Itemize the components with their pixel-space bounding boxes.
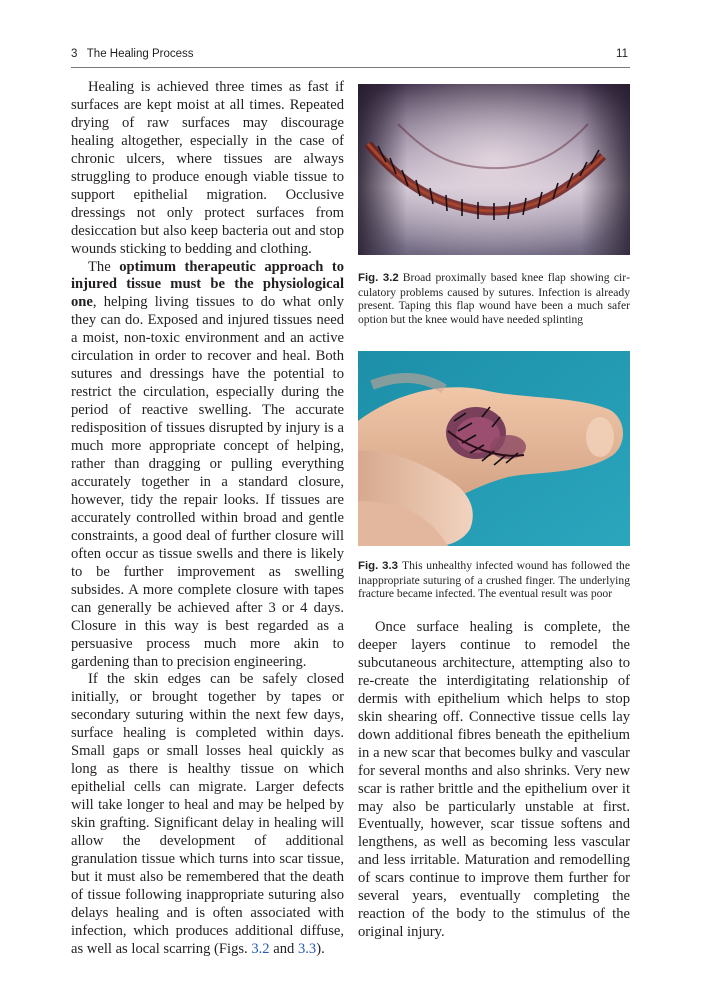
figure-ref-3-3[interactable]: 3.3 [297, 940, 317, 957]
right-column [358, 619, 630, 942]
figure-3-3-label: Fig. 3.3 [358, 560, 399, 572]
p3-and: and [269, 940, 298, 957]
p3-main: If the skin edges can be safely closed initially, or brought together by tapes or secondary suturing within the next few days, surface healing is completed within days. Small gaps or small losses heal quickly as long as there is healthy tissue on which epithelial cells can migrate. Larger defects will take longer to heal and may be helped by skin grafting. Significant delay in healing will allow the development of additional granulation tissue which turns into scar tissue, but it must also be remembered that the death of tissue following inappropriate suturing also delays healing and is often associated with infection, which produces additional diffuse, as well as local scarring (Figs. [71, 671, 344, 957]
figure-3-3-text: This unhealthy infected wound has followed the inappropriate suturing of a crushed finger. The underlying fracture became infected. The eventual result was poor [358, 559, 631, 601]
figure-3-2-label: Fig. 3.2 [358, 272, 399, 284]
page-number: 11 [616, 48, 628, 60]
chapter-title: 3 The Healing Process [71, 48, 194, 60]
figure-3-2 [358, 84, 630, 327]
paragraph-skin-closure [71, 671, 344, 958]
figure-ref-3-2[interactable]: 3.2 [251, 940, 270, 957]
p3-close: ). [316, 940, 325, 957]
finger-wound-photo [358, 351, 630, 546]
paragraph-scar-remodelling: Once surface healing is complete, the deeper layers continue to remodel the subcutaneous architecture, attempting also to re-create the interdigitating relationship of dermis with epithelium which helps to stop skin shearing off. Connective tissue cells lay down additional fibres beneath the epithelium in a new scar that becomes bulky and vascular for several months and also shrinks. Very new scar is rather brittle and the epithelium over it may also be particularly unstable at first. Eventually, however, scar tissue softens and lengthens, as well as becoming less vascular and less irritable. Maturation and remodelling of scars continue to improve them further for several years, eventually completing the reaction of the body to the stimulus of the original injury. [358, 619, 630, 941]
figure-3-2-text: Broad proximally based knee flap showing circulatory problems caused by sutures. Infection is already present. Taping this flap wound have been a much safer option but the knee would have needed splinting [358, 271, 630, 327]
figure-3-3-caption [358, 559, 630, 601]
p2-emphasis: optimum therapeutic approach to injured tissue must be the physiological one [71, 258, 345, 311]
paragraph-physiological-approach [71, 259, 344, 672]
p2-lead: The [88, 258, 120, 275]
header-rule [71, 67, 630, 68]
left-column [71, 79, 344, 959]
figure-3-2-caption [358, 271, 630, 327]
running-header [71, 48, 630, 68]
figure-3-3 [358, 351, 630, 601]
knee-flap-photo [358, 84, 630, 255]
paragraph-moist-healing: Healing is achieved three times as fast if surfaces are kept moist at all times. Repeated drying of raw surfaces may discourage healing altogether, especially in the case of chronic ulcers, where tissues are always struggling to produce enough viable tissue to support epithelial migration. Occlusive dressings not only protect surfaces from desiccation but also keep bacteria out and stop wounds sticking to bedding and clothing. [71, 79, 344, 257]
p2-rest: , helping living tissues to do what only they can do. Exposed and injured tissues need a moist, non-toxic environment and an active circulation in order to recover and heal. Both sutures and dressings have the potential to restrict the circulation, especially during the period of reactive swelling. The accurate redisposition of tissues disrupted by injury is a much more appropriate concept of helping, rather than dragging or pulling everything accurately together in a standard closure, however, tidy the repair looks. If tissues are accurately controlled within broad and gentle constraints, a good deal of further closure will often occur as tissue swells and there is likely to be further improvement as swelling subsides. A more complete closure with tapes can generally be achieved after 3 or 4 days. Closure in this way is best regarded as a persuasive process much more akin to gardening than to precision engineering. [71, 294, 344, 670]
